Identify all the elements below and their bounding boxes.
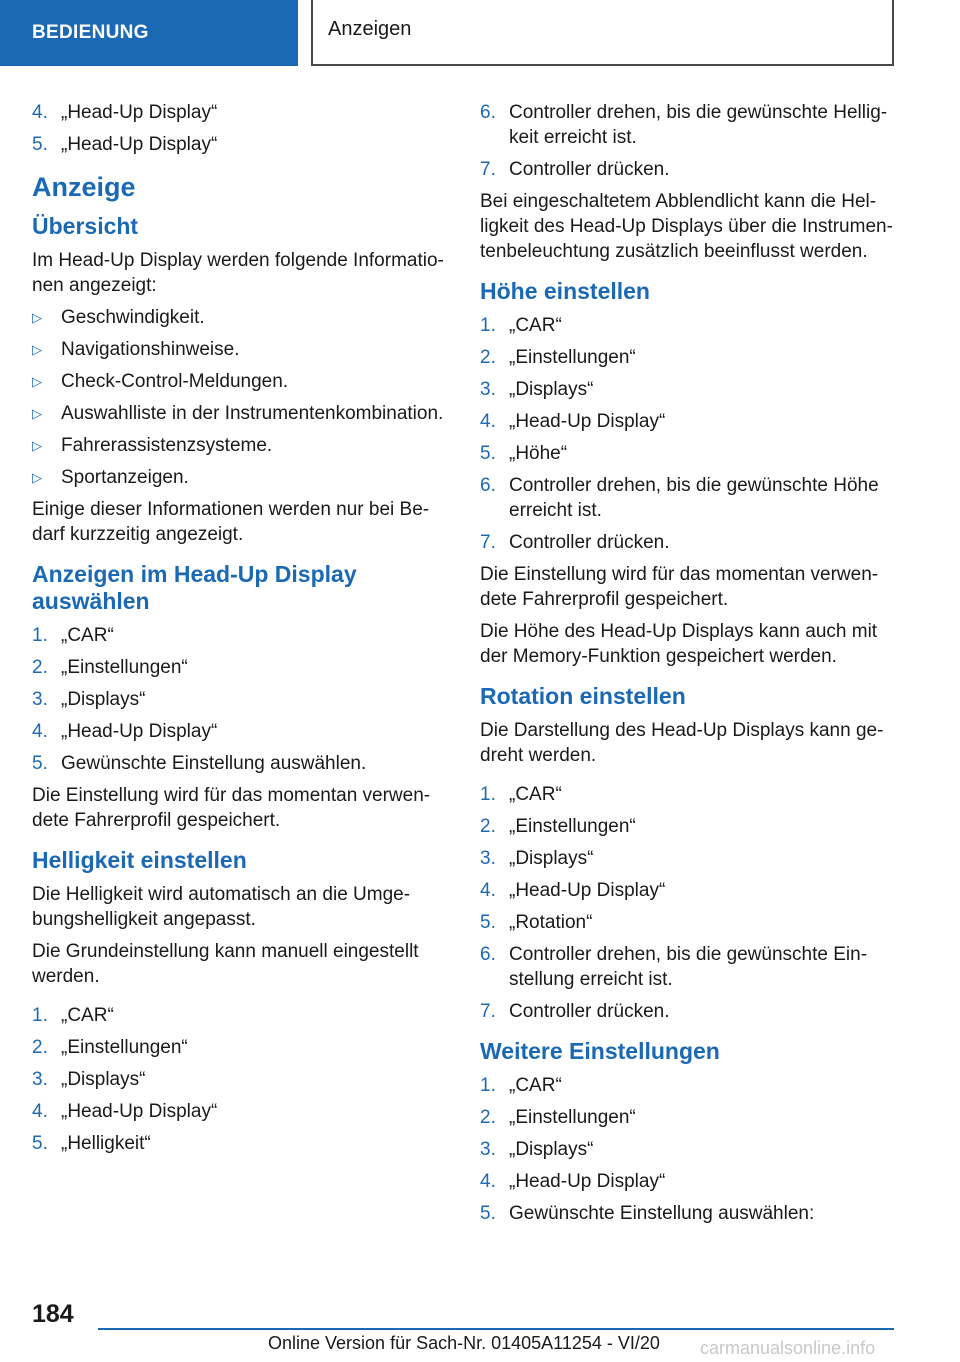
steps-auswaehlen — [32, 623, 452, 776]
step-number: 2. — [32, 1037, 48, 1058]
step-text: „Head-Up Display“ — [61, 134, 218, 155]
list-step — [480, 409, 900, 434]
step-number: 4. — [32, 102, 48, 123]
steps-right-top — [480, 100, 900, 182]
step-number: 7. — [480, 1001, 496, 1022]
step-number: 1. — [480, 784, 496, 805]
hoehe-note2: Die Höhe des Head-Up Displays kann auch mit der Memory-Funktion gespeichert werden. — [480, 621, 878, 667]
step-number: 1. — [480, 1075, 496, 1096]
step-number: 4. — [32, 721, 48, 742]
list-step — [480, 377, 900, 402]
step-number: 1. — [480, 315, 496, 336]
step-number: 5. — [480, 912, 496, 933]
bullet-text: Auswahlliste in der Instrumentenkombination. — [61, 403, 444, 424]
list-step — [480, 530, 900, 555]
bullet-item — [32, 337, 452, 362]
bullet-list — [32, 305, 452, 490]
step-number: 4. — [480, 1171, 496, 1192]
left-column — [32, 100, 452, 1163]
helligkeit-p1: Die Helligkeit wird automatisch an die Umge-bungshelligkeit angepasst. — [32, 884, 411, 930]
step-number: 2. — [480, 1107, 496, 1128]
steps-weitere — [480, 1073, 900, 1226]
auswaehlen-note: Die Einstellung wird für das momentan verwen-dete Fahrerprofil gespeichert. — [32, 785, 431, 831]
online-version-link[interactable]: Online Version für Sach-Nr. 01405A11254 - VI/20 — [268, 1333, 660, 1353]
step-text: Controller drehen, bis die gewünschte Höhe erreicht ist. — [509, 475, 879, 521]
step-text: „CAR“ — [61, 1005, 114, 1026]
step-number: 1. — [32, 1005, 48, 1026]
step-number: 3. — [32, 1069, 48, 1090]
step-text: „CAR“ — [509, 1075, 562, 1096]
step-number: 2. — [480, 347, 496, 368]
step-text: „Rotation“ — [509, 912, 593, 933]
list-step — [32, 132, 452, 157]
step-text: „Head-Up Display“ — [509, 1171, 666, 1192]
list-step — [32, 655, 452, 680]
heading-anzeige: Anzeige — [32, 172, 136, 202]
step-text: „Helligkeit“ — [61, 1133, 151, 1154]
step-text: „Head-Up Display“ — [509, 411, 666, 432]
step-text: Controller drücken. — [509, 159, 670, 180]
step-number: 5. — [480, 1203, 496, 1224]
bullet-item — [32, 433, 452, 458]
list-step — [480, 1105, 900, 1130]
step-text: „CAR“ — [509, 784, 562, 805]
list-step — [480, 1073, 900, 1098]
step-number: 7. — [480, 532, 496, 553]
list-step — [480, 910, 900, 935]
step-number: 6. — [480, 475, 496, 496]
list-step — [32, 751, 452, 776]
section-tab: BEDIENUNG — [0, 0, 298, 66]
step-number: 6. — [480, 102, 496, 123]
step-number: 5. — [32, 134, 48, 155]
step-number: 4. — [480, 880, 496, 901]
chapter-title: Anzeigen — [328, 18, 412, 40]
right-column — [480, 100, 900, 1233]
steps-hoehe — [480, 313, 900, 555]
step-number: 5. — [32, 1133, 48, 1154]
step-text: „Höhe“ — [509, 443, 568, 464]
triangle-bullet-icon: ▷ — [32, 406, 42, 421]
heading-uebersicht: Übersicht — [32, 213, 139, 239]
list-step — [480, 473, 900, 523]
step-number: 1. — [32, 625, 48, 646]
step-text: „CAR“ — [61, 625, 114, 646]
helligkeit-note: Bei eingeschaltetem Abblendlicht kann die Hel-ligkeit des Head-Up Displays über die Instrumen-tenbeleuchtung zusätzlich beeinflusst werden. — [480, 191, 893, 262]
step-text: „Displays“ — [509, 1139, 594, 1160]
triangle-bullet-icon: ▷ — [32, 310, 42, 325]
step-number: 7. — [480, 159, 496, 180]
list-step — [480, 157, 900, 182]
step-number: 6. — [480, 944, 496, 965]
bullet-text: Navigationshinweise. — [61, 339, 240, 360]
hoehe-note1: Die Einstellung wird für das momentan verwen-dete Fahrerprofil gespeichert. — [480, 564, 879, 610]
step-text: „CAR“ — [509, 315, 562, 336]
heading-auswaehlen: Anzeigen im Head-Up Display auswählen — [32, 561, 357, 614]
list-step — [480, 878, 900, 903]
step-text: Controller drehen, bis die gewünschte Ein-stellung erreicht ist. — [509, 944, 868, 990]
step-text: „Einstellungen“ — [61, 657, 188, 678]
step-text: „Einstellungen“ — [509, 1107, 636, 1128]
bullet-item — [32, 369, 452, 394]
heading-weitere: Weitere Einstellungen — [480, 1038, 720, 1064]
list-step — [480, 1169, 900, 1194]
triangle-bullet-icon: ▷ — [32, 374, 42, 389]
list-step — [32, 1099, 452, 1124]
list-step — [480, 313, 900, 338]
steps-helligkeit — [32, 1003, 452, 1156]
heading-helligkeit: Helligkeit einstellen — [32, 847, 247, 873]
uebersicht-note: Einige dieser Informationen werden nur bei Be-darf kurzzeitig angezeigt. — [32, 499, 430, 545]
list-step — [32, 1003, 452, 1028]
step-text: „Displays“ — [509, 848, 594, 869]
step-number: 4. — [32, 1101, 48, 1122]
list-step — [480, 441, 900, 466]
heading-hoehe: Höhe einstellen — [480, 278, 650, 304]
list-step — [480, 999, 900, 1024]
step-text: „Displays“ — [61, 689, 146, 710]
step-number: 3. — [480, 379, 496, 400]
step-text: „Head-Up Display“ — [509, 880, 666, 901]
step-text: „Head-Up Display“ — [61, 102, 218, 123]
step-number: 5. — [480, 443, 496, 464]
step-text: „Einstellungen“ — [61, 1037, 188, 1058]
heading-rotation: Rotation einstellen — [480, 683, 686, 709]
step-number: 3. — [480, 1139, 496, 1160]
bullet-text: Geschwindigkeit. — [61, 307, 205, 328]
list-step — [32, 100, 452, 125]
step-number: 2. — [32, 657, 48, 678]
step-number: 2. — [480, 816, 496, 837]
helligkeit-p2: Die Grundeinstellung kann manuell eingestellt werden. — [32, 941, 419, 987]
list-step — [480, 100, 900, 150]
chapter-title-box — [311, 0, 894, 66]
steps-left-top — [32, 100, 452, 157]
list-step — [32, 1067, 452, 1092]
bullet-text: Sportanzeigen. — [61, 467, 189, 488]
list-step — [32, 1035, 452, 1060]
step-text: „Head-Up Display“ — [61, 1101, 218, 1122]
page-header — [0, 0, 960, 66]
step-number: 3. — [480, 848, 496, 869]
triangle-bullet-icon: ▷ — [32, 470, 42, 485]
bullet-text: Fahrerassistenzsysteme. — [61, 435, 273, 456]
step-text: „Einstellungen“ — [509, 347, 636, 368]
step-text: „Head-Up Display“ — [61, 721, 218, 742]
list-step — [480, 1201, 900, 1226]
uebersicht-intro: Im Head-Up Display werden folgende Informatio-nen angezeigt: — [32, 250, 444, 296]
steps-rotation — [480, 782, 900, 1024]
list-step — [480, 942, 900, 992]
triangle-bullet-icon: ▷ — [32, 342, 42, 357]
step-number: 4. — [480, 411, 496, 432]
bullet-text: Check-Control-Meldungen. — [61, 371, 289, 392]
step-text: Controller drehen, bis die gewünschte Hellig-keit erreicht ist. — [509, 102, 888, 148]
list-step — [480, 846, 900, 871]
step-text: Gewünschte Einstellung auswählen. — [61, 753, 367, 774]
list-step — [32, 719, 452, 744]
list-step — [480, 345, 900, 370]
triangle-bullet-icon: ▷ — [32, 438, 42, 453]
page-number: 184 — [32, 1300, 74, 1328]
list-step — [32, 687, 452, 712]
step-text: Controller drücken. — [509, 1001, 670, 1022]
step-text: Gewünschte Einstellung auswählen: — [509, 1203, 815, 1224]
list-step — [32, 1131, 452, 1156]
watermark: carmanualsonline.info — [700, 1338, 876, 1358]
step-text: „Displays“ — [61, 1069, 146, 1090]
list-step — [480, 814, 900, 839]
rotation-intro: Die Darstellung des Head-Up Displays kann ge-dreht werden. — [480, 720, 884, 766]
list-step — [480, 1137, 900, 1162]
step-text: „Einstellungen“ — [509, 816, 636, 837]
step-number: 5. — [32, 753, 48, 774]
bullet-item — [32, 465, 452, 490]
list-step — [32, 623, 452, 648]
step-number: 3. — [32, 689, 48, 710]
step-text: Controller drücken. — [509, 532, 670, 553]
step-text: „Displays“ — [509, 379, 594, 400]
footer-rule — [98, 1328, 894, 1330]
bullet-item — [32, 401, 452, 426]
list-step — [480, 782, 900, 807]
bullet-item — [32, 305, 452, 330]
